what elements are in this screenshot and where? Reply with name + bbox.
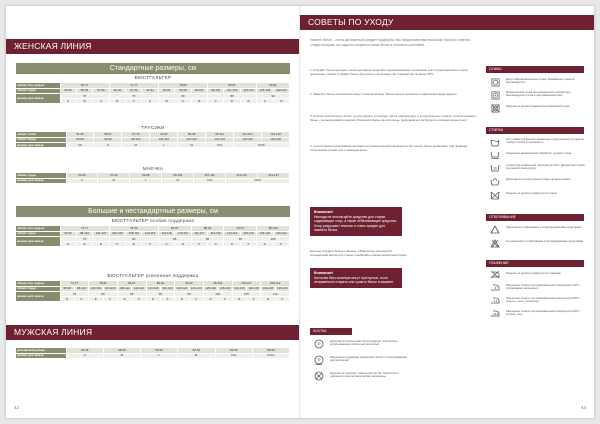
table-cell: E [146, 297, 160, 302]
table-cell: 110-114 [175, 231, 191, 236]
drying-section-title: СУШКА [486, 66, 584, 73]
wash-tub-icon [490, 137, 500, 147]
table-cell: F [273, 242, 289, 247]
table-cell: E [126, 242, 142, 247]
table-cell: E [175, 297, 189, 302]
care-tips-banner: СОВЕТЫ ПО УХОДУ [300, 15, 594, 30]
table-cell: 103-105 [240, 88, 256, 93]
table-cell: обхват под грудью [16, 83, 60, 88]
attention-note-2 [310, 268, 402, 288]
table-cell: F [218, 297, 232, 302]
table-cell: C [208, 99, 224, 104]
table-cell: F [142, 242, 158, 247]
table-cell: 114-119 [226, 173, 258, 178]
table-cell: 94-96 [158, 88, 174, 93]
table-cell: D [273, 99, 289, 104]
table-cell: 101-103 [224, 88, 240, 93]
table-cell: 134-138 [262, 286, 274, 291]
table-cell: 98-102 [257, 226, 290, 231]
table-cell: 116-122 [273, 231, 289, 236]
table-cell: D [224, 99, 240, 104]
table-cell: A [93, 99, 109, 104]
table-cell: E [89, 297, 103, 302]
table-cell: M [98, 178, 130, 183]
table-cell: XXL [194, 178, 226, 183]
table-cell: 134-146 [234, 137, 262, 142]
table-cell: 50-52 [141, 348, 178, 353]
care-intro: Нижнее белье – очень деликатный предмет гардероба. Мы предлагаем вам несколько простых советов, следуя которым, вы надолго сохраните ваше белье в отличном состоянии. [310, 38, 471, 47]
tumble-dry-normal-icon [490, 90, 500, 100]
table-cell: 75 [60, 236, 109, 241]
table-cell: 110 [261, 291, 290, 296]
left-page [6, 6, 300, 418]
attention-note-1-title: Внимание! [314, 210, 334, 214]
table-cell: XXL [206, 142, 234, 147]
bleach-allowed-icon [490, 224, 500, 234]
table-cell: 121-140 [262, 132, 290, 137]
table-cell: 128-132 [219, 286, 231, 291]
table-cell: 100 [257, 236, 290, 241]
table-cell: 112-115 [208, 231, 224, 236]
table-cell: 70 [60, 93, 109, 98]
no-tumble-dry-icon [490, 103, 500, 113]
table-cell: 110-115 [142, 231, 158, 236]
table-cell: 110-114 [132, 286, 146, 291]
support1-table-label: БЮСТГАЛЬТЕР особая поддержка [111, 218, 195, 223]
table-cell: 99-101 [191, 88, 207, 93]
table-cell: 83-95 [178, 132, 206, 137]
table-cell: 82-86 [66, 173, 98, 178]
table-cell: L [130, 178, 162, 183]
table-cell: F [240, 242, 256, 247]
table-cell: 130-136 [248, 286, 259, 291]
table-cell: 90-91 [109, 88, 125, 93]
table-cell: 103-109 [104, 286, 116, 291]
table-cell: 87-89 [93, 88, 109, 93]
table-cell: E [224, 242, 240, 247]
table-cell: 83-87 [208, 83, 257, 88]
table-cell: 106-108 [257, 88, 273, 93]
table-cell: 90 [191, 236, 224, 241]
dry-clean-p-icon [314, 339, 324, 349]
svg-text:30: 30 [493, 166, 497, 171]
table-cell: 106-108 [109, 231, 125, 236]
table-cell: 73-77 [60, 281, 89, 286]
ironing-section-title: ГЛАЖЕНИЕ [486, 260, 584, 267]
table-cell: обхват груди [16, 88, 60, 93]
table-cell: XXXL [252, 353, 289, 358]
standard-sizes-title: Стандартные размеры, см [16, 63, 290, 74]
table-cell: 96-103 [122, 137, 150, 142]
table-cell: F [191, 242, 207, 247]
table-cell: 78-82 [109, 226, 158, 231]
table-row [16, 353, 290, 358]
tumble-dry-icon [490, 77, 500, 87]
table-cell: 93-97 [175, 281, 204, 286]
table-cell: E [175, 242, 191, 247]
table-cell: 80-89 [66, 137, 94, 142]
table-cell: обхват под грудью [16, 226, 60, 231]
table-cell: 68-72 [60, 83, 109, 88]
washing-item-3: Стирка при нормальной температуре 30ºС. Деликатная стирка при низкой температуре [506, 164, 585, 171]
table-cell: E [60, 297, 74, 302]
table-cell: XXXL [234, 142, 290, 147]
table-cell: S [66, 178, 98, 183]
attention-note-1-text: Никогда не используйте средства для стирки, содержащие хлор, а также отбеливающие средства. Хлор разрушает эластан и очень вреден для нижнего белья. [314, 215, 397, 233]
table-cell: 46-48 [66, 348, 103, 353]
table-cell: 107-111 [194, 173, 226, 178]
table-cell: 98-100 [208, 88, 224, 93]
iron-medium-icon [490, 295, 500, 305]
ironing-item-1: Изделие не должно подвергаться глажению [506, 272, 561, 275]
table-cell: 78-82 [158, 83, 207, 88]
table-cell: F [246, 297, 260, 302]
table-cell: 75 [109, 93, 158, 98]
drying-item-1: Допустима механическая сушка. Барабанная сушка не рекомендуется [506, 78, 575, 85]
mens-line-banner: МУЖСКАЯ ЛИНИЯ [6, 325, 300, 340]
machine-wash-note: Если вы стираете белье в машине, обязательно используйте специальный мешок для стирки и выбирайте режим деликатной стирки. [310, 249, 408, 258]
table-cell: S [66, 353, 103, 358]
table-cell: размер для заказа [16, 353, 66, 358]
table-cell: XL [178, 142, 206, 147]
table-cell: 87-92 [98, 173, 130, 178]
table-cell: 111-117 [191, 231, 207, 236]
table-cell: 100-104 [90, 286, 102, 291]
table-cell: C [257, 99, 273, 104]
womens-line-banner: ЖЕНСКАЯ ЛИНИЯ [6, 39, 300, 54]
table-cell: 108-110 [126, 231, 142, 236]
table-cell: G [208, 242, 224, 247]
table-cell: 80 [109, 236, 158, 241]
table-cell: F [275, 297, 289, 302]
table-cell: 75 [60, 291, 89, 296]
cleaning-item-1: Допускается химическая чистка изделия. Химчистка с использованием любых растворителей [330, 340, 398, 347]
page-number-right: 43 [580, 405, 586, 410]
table-cell: 52-54 [178, 348, 215, 353]
panties-size-table [16, 132, 290, 148]
table-cell: обхват под грудью [16, 281, 60, 286]
table-cell: размер для заказа [16, 142, 66, 147]
advice-2: 2. Замочите белье на несколько минут в мыльной воде. Белье нельзя оставлять в замоченном виде надолго. [310, 92, 458, 96]
table-cell: 73-77 [60, 226, 109, 231]
bra-table-label: БЮСТГАЛЬТЕР [134, 75, 172, 80]
table-cell: 112-122 [178, 137, 206, 142]
advice-1: 1. Стирайте белье вручную, используя мягкие средства, предназначенные специально для стирки изделий из тонких деликатных тканей. Стирайте белье вручную в теплой воде при температуре не выше 30ºС. [310, 68, 468, 77]
table-cell: 122-134 [206, 137, 234, 142]
table-cell: 51-55 [66, 132, 94, 137]
table-cell: российский размер [16, 348, 66, 353]
tshirt-size-table [16, 173, 290, 184]
table-cell: 108-112 [261, 281, 290, 286]
table-cell: размер для заказа [16, 236, 60, 246]
table-cell: 88-92 [191, 226, 224, 231]
washing-item-1: Этот символ разрешает машинную стирку изделия. Стирка не требует особой осторожности [506, 138, 584, 145]
ironing-item-3: Разрешено гладить при максимальной температуре 150ºС (шерсть, шелк, полиэстер) [506, 297, 580, 304]
table-cell: 101-107 [93, 231, 109, 236]
table-cell: E [117, 297, 131, 302]
table-cell: E [203, 297, 217, 302]
table-cell: A [142, 99, 158, 104]
table-cell: 85 [208, 93, 257, 98]
table-cell: обхват груди [16, 286, 60, 291]
table-cell: B [191, 99, 207, 104]
advice-3: 3. Хорошо прополощите белье: лучше сделать это в воде той же температуры, в которой вы его стирали. Слегка отожмите белье – не выкручивайте изделия. Разложите белье на полотенце, приподняв его за бретели и излишки воды стекут. [310, 114, 477, 123]
no-bleach-icon [490, 238, 500, 248]
table-cell: 88-92 [257, 83, 290, 88]
tshirt-table-label: МАЕЧКА [142, 166, 164, 171]
no-wash-icon [490, 190, 500, 200]
table-cell: 113-119 [224, 231, 240, 236]
table-cell: XL [178, 353, 215, 358]
table-cell: F [74, 297, 88, 302]
table-cell: 90 [257, 93, 290, 98]
dry-clean-gentle-icon [314, 355, 324, 365]
no-iron-icon [490, 269, 500, 279]
table-cell: E [261, 297, 275, 302]
panties-table-label: ТРУСИКИ [141, 125, 165, 130]
advice-4: 4. Сушите белье в расправленном виде на горизонтальной поверхности. Не сушите белье на батарее, под прямыми солнечными лучами или с помощью фена. [310, 144, 468, 153]
washing-section-title: СТИРКА [486, 127, 584, 134]
table-cell: 135-140 [277, 286, 288, 291]
table-cell: F [109, 242, 125, 247]
ironing-item-4: Разрешено гладить при максимальной температуре 200ºС (хлопок, лен) [506, 310, 580, 317]
table-cell: 85 [117, 291, 146, 296]
table-cell: 100 [203, 291, 232, 296]
table-cell: 125-130 [205, 286, 216, 291]
bleach-item-2: Не разрешается отбеливание хлорсодержащими средствами [506, 240, 583, 243]
table-cell: 111-121 [234, 132, 262, 137]
table-cell: XL [162, 178, 194, 183]
table-cell: 92-94 [142, 88, 158, 93]
table-cell: A [60, 99, 76, 104]
table-cell: F [189, 297, 203, 302]
table-cell: XXL [215, 353, 252, 358]
cleaning-item-3: Изделие не подлежит химической чистке. Химчистка и удаление пятен растворителями запрещены [330, 372, 399, 379]
bra-extra-support-table [16, 281, 290, 302]
table-cell: L [150, 142, 178, 147]
table-cell: 90 [146, 291, 175, 296]
drying-item-3: Изделие не должно подвергаться машинной сушке [506, 105, 570, 108]
attention-note-2-title: Внимание! [314, 271, 334, 275]
table-cell: 120-124 [176, 286, 188, 291]
right-page [300, 6, 594, 418]
attention-note-1 [310, 207, 402, 236]
svg-text:P: P [317, 341, 321, 347]
table-cell: 93-98 [130, 173, 162, 178]
brochure-spread [6, 6, 594, 418]
table-cell: 103-112 [150, 137, 178, 142]
table-cell: 116-120 [257, 231, 273, 236]
table-cell: M [122, 142, 150, 147]
table-cell: 95 [224, 236, 257, 241]
table-cell: 85 [158, 236, 191, 241]
bra-size-table [16, 83, 290, 104]
table-cell: размер для заказа [16, 178, 66, 183]
support2-table-label: БЮСТГАЛЬТЕР усиленная поддержка [107, 273, 199, 278]
table-cell: E [93, 242, 109, 247]
table-cell: B [158, 99, 174, 104]
table-cell: 108-113 [119, 286, 130, 291]
table-cell: 83-87 [117, 281, 146, 286]
table-cell: 78-82 [89, 281, 118, 286]
attention-note-2-text: Косточки бюстгальтера могут прогнуться, если неправильно стирать или сушить белье в машине. [314, 276, 395, 285]
table-cell: 57-70 [122, 132, 150, 137]
cleaning-section-title: ЧИСТКА [310, 328, 352, 335]
iron-high-icon [490, 308, 500, 318]
table-cell: обхват груди [16, 173, 66, 178]
wash-30-icon [490, 163, 500, 173]
table-cell: 103-107 [232, 281, 261, 286]
table-cell: G [257, 242, 273, 247]
table-cell: C [126, 99, 142, 104]
table-cell: 115-120 [162, 286, 173, 291]
table-cell: 87-92 [126, 88, 142, 93]
table-cell: M [103, 353, 140, 358]
table-cell: 73-77 [109, 83, 158, 88]
plus-sizes-title: Большие и нестандартные размеры, см [16, 206, 290, 217]
table-cell: C [175, 99, 191, 104]
svg-text:P: P [317, 357, 321, 363]
table-cell: XS [66, 142, 94, 147]
table-cell: 54-56 [215, 348, 252, 353]
table-cell: размер для заказа [16, 93, 60, 103]
table-cell: 80 [89, 291, 118, 296]
table-cell: 124-129 [190, 286, 202, 291]
table-cell: 80 [158, 93, 207, 98]
table-cell: F [132, 297, 146, 302]
table-cell: 83-87 [158, 226, 191, 231]
cleaning-item-2: Разрешается щадящая химическая чистка с использованием растворителей [330, 356, 407, 363]
table-cell: 56-58 [252, 348, 289, 353]
table-cell: S [94, 142, 122, 147]
table-cell: E [76, 242, 92, 247]
bra-special-support-table [16, 226, 290, 247]
table-cell: 105 [232, 291, 261, 296]
table-cell: 98-101 [76, 231, 92, 236]
table-cell: 113-116 [158, 231, 174, 236]
washing-item-5: Изделие не должно подвергаться стирке [506, 192, 557, 195]
table-cell: 82-84 [76, 88, 92, 93]
table-cell: 115-118 [240, 231, 256, 236]
table-cell: 88-92 [146, 281, 175, 286]
table-row [16, 178, 290, 183]
table-cell: размер для заказа [16, 291, 60, 301]
table-cell: 130-135 [233, 286, 245, 291]
bleaching-section-title: ОТБЕЛИВАНИЕ [486, 214, 584, 221]
bleach-item-1: Разрешается отбеливание с хлорсодержащими средствами [506, 226, 582, 229]
table-cell: F [160, 297, 174, 302]
table-cell: 70-82 [150, 132, 178, 137]
iron-low-icon [490, 282, 500, 292]
table-cell: 108-110 [273, 88, 289, 93]
drying-item-2: Механическая сушка при нормальной температуре. Рекомендуется сушка в расправленном виде [506, 91, 571, 98]
table-cell: 90-96 [94, 137, 122, 142]
table-cell: обхват бедер [16, 137, 66, 142]
ironing-item-2: Разрешено гладить при максимальной температуре 110ºС (отпаривание запрещено) [506, 284, 580, 291]
table-cell: 95 [175, 291, 204, 296]
table-cell: 96-98 [175, 88, 191, 93]
table-cell: L [141, 353, 178, 358]
table-cell: B [76, 99, 92, 104]
no-dry-clean-icon [314, 371, 324, 381]
table-cell: 121-127 [258, 173, 290, 178]
wash-gentle-icon [490, 150, 500, 160]
table-cell: 93-97 [224, 226, 257, 231]
page-number-left: 42 [14, 405, 20, 410]
table-cell: 98-102 [203, 281, 232, 286]
table-cell: обхват груди [16, 231, 60, 236]
table-cell: B [109, 99, 125, 104]
table-cell: обхват талии [16, 132, 66, 137]
table-cell: E [60, 242, 76, 247]
table-cell: B [240, 99, 256, 104]
table-cell: 99-105 [162, 173, 194, 178]
table-cell: XXXL [226, 178, 290, 183]
table-cell: 95-111 [206, 132, 234, 137]
table-cell: 95-99 [60, 286, 74, 291]
hand-wash-icon [490, 176, 500, 186]
table-cell: 48-50 [103, 348, 140, 353]
table-cell: 56-57 [94, 132, 122, 137]
table-cell: F [103, 297, 117, 302]
mens-size-table [16, 348, 290, 359]
table-cell: G [158, 242, 174, 247]
table-cell: 146-158 [262, 137, 290, 142]
table-cell: 98-104 [74, 286, 88, 291]
table-cell: 90-97 [60, 231, 76, 236]
table-cell: 80-82 [60, 88, 76, 93]
washing-item-2: Умеренная механическая обработка, ручная стирка [506, 152, 571, 155]
table-cell: E [232, 297, 246, 302]
table-row [16, 142, 290, 147]
table-cell: 113-118 [146, 286, 160, 291]
washing-item-4: Допускается только ручная стирка. Не выкручивать [506, 178, 571, 181]
